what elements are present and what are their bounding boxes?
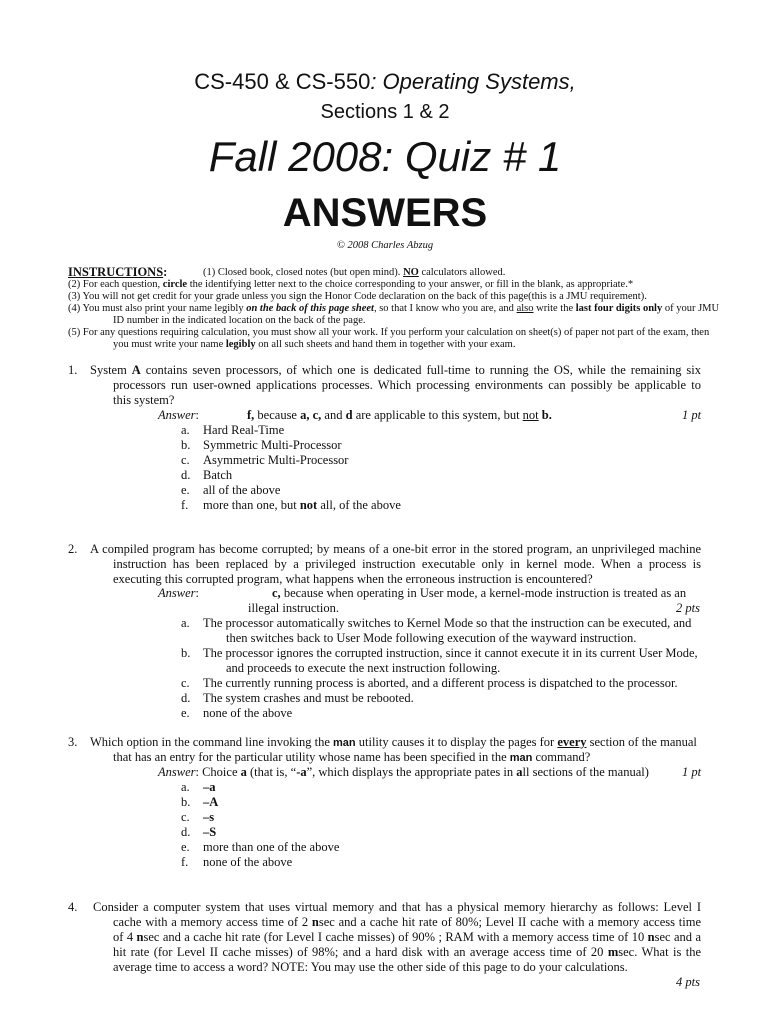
q1-line-1: System A contains seven processors, of which one is dedicated full-time to running the OS, while the remaining six [90, 363, 701, 377]
q1-option-d[interactable]: d. Batch [181, 468, 233, 482]
instruction-4: (4) You must also print your name legibly on the back of this page sheet, so that I know who you are, and also write the last four digits only of your JMU [68, 303, 720, 314]
q2-option-a[interactable]: a. The processor automatically switches to Kernel Mode so that the instruction can be executed, and [181, 616, 692, 630]
instructions-label: INSTRUCTIONS: [68, 265, 168, 279]
q2-option-b-cont: and proceeds to execute the next instruction following. [226, 661, 501, 675]
q3-option-f[interactable]: f. none of the above [181, 855, 293, 869]
answers-heading: ANSWERS [282, 191, 488, 235]
instruction-4-cont: ID number in the indicated location on the back of the page. [113, 315, 366, 326]
q1-option-e[interactable]: e. all of the above [181, 483, 281, 497]
q1-number: 1. [68, 363, 78, 377]
q3-option-e[interactable]: e. more than one of the above [181, 840, 340, 854]
q3-line-1: Which option in the command line invoking the man utility causes it to display the pages for every section of the manual [90, 735, 697, 749]
q1-option-c[interactable]: c. Asymmetric Multi-Processor [181, 453, 349, 467]
q3-answer: Answer: Choice a (that is, “-a”, which displays the appropriate pates in all sections of the manual) [158, 765, 649, 779]
instruction-5-cont: you must write your name legibly on all such sheets and hand them in together with your exam. [113, 339, 516, 350]
q2-answer-label: Answer: [158, 586, 199, 600]
man-command: man [509, 752, 533, 764]
q2-points: 2 pts [676, 601, 700, 615]
q2-option-b[interactable]: b. The processor ignores the corrupted instruction, since it cannot execute it in its current User Mode, [181, 646, 698, 660]
course-code: CS-450 & CS-550 [194, 69, 371, 94]
q2-line-2: instruction has been replaced by a privileged instruction executable only in kernel mode. When a process is [113, 557, 701, 571]
q1-line-3: this system? [113, 393, 175, 407]
q2-line-1: A compiled program has become corrupted; by means of a one-bit error in the stored program, an unprivileged machine [90, 542, 701, 556]
q1-answer-label: Answer: [158, 408, 199, 422]
q4-line-2: cache with a memory access time of 2 nsec and a cache hit rate of 80%; Level II cache with a memory access time [113, 915, 702, 929]
q3-line-2: that has an entry for the particular utility whose name has been specified in the man command? [113, 750, 591, 764]
q3-number: 3. [68, 735, 78, 749]
q2-answer: c, because when operating in User mode, a kernel-mode instruction is treated as an [272, 586, 687, 600]
course-title [0, 68, 770, 96]
q4-points: 4 pts [676, 975, 700, 989]
q2-option-e[interactable]: e. none of the above [181, 706, 293, 720]
q1-option-f[interactable]: f. more than one, but not all, of the above [181, 498, 401, 512]
q2-option-c[interactable]: c. The currently running process is aborted, and a different process is dispatched to the processor. [181, 676, 678, 690]
sections-title: Sections 1 & 2 [320, 101, 450, 123]
q3-option-c[interactable]: c. –s [181, 810, 215, 824]
q4-number: 4. [68, 900, 78, 914]
quiz-title: Fall 2008: Quiz # 1 [208, 133, 562, 180]
q2-line-3: executing this corrupted program, what happens when the erroneous instruction is encountered? [113, 572, 593, 586]
man-command: man [333, 737, 356, 749]
instruction-3: (3) You will not get credit for your grade unless you sign the Honor Code declaration on the back of this page(this is a JMU requirement). [68, 291, 647, 302]
q2-option-d[interactable]: d. The system crashes and must be rebooted. [181, 691, 414, 705]
copyright: © 2008 Charles Abzug [336, 240, 434, 251]
q1-option-b[interactable]: b. Symmetric Multi-Processor [181, 438, 342, 452]
q4-line-1: Consider a computer system that uses virtual memory and that has a physical memory hierarchy as follows: Level I [93, 900, 701, 914]
instruction-2: (2) For each question, circle the identifying letter next to the choice corresponding to your answer, or fill in the blank, as appropriate.* [68, 279, 634, 290]
q4-line-5: average time to access a word? NOTE: You may use the other side of this page to do your calculations. [113, 960, 628, 974]
q3-points: 1 pt [682, 765, 702, 779]
q1-points: 1 pt [682, 408, 702, 422]
q1-option-a[interactable]: a. Hard Real-Time [181, 423, 285, 437]
q4-line-4: hit rate (for Level II cache misses) of 98%; and a hard disk with an average access time of 20 msec. What is the [113, 945, 701, 959]
course-name: : Operating Systems, [370, 69, 576, 94]
q2-option-a-cont: then switches back to User Mode following execution of the wayward instruction. [226, 631, 637, 645]
q3-option-d[interactable]: d. –S [181, 825, 217, 839]
q1-line-2: processors run user-owned applications processes. Which processing environments can possibly be applicable to [113, 378, 701, 392]
q2-answer-cont: illegal instruction. [248, 601, 339, 615]
q3-option-a[interactable]: a. –a [181, 780, 216, 794]
instruction-5: (5) For any questions requiring calculation, you must show all your work. If you perform your calculation on sheet(s) of paper not part of the exam, then [68, 327, 710, 338]
q2-number: 2. [68, 542, 78, 556]
instruction-1: (1) Closed book, closed notes (but open mind). NO calculators allowed. [203, 267, 506, 278]
q1-answer: f, because a, c, and d are applicable to this system, but not b. [247, 408, 552, 422]
q3-option-b[interactable]: b. –A [181, 795, 219, 809]
q4-line-3: of 4 nsec and a cache hit rate (for Level I cache misses) of 90% ; RAM with a memory access time of 10 nsec and a [113, 930, 701, 944]
